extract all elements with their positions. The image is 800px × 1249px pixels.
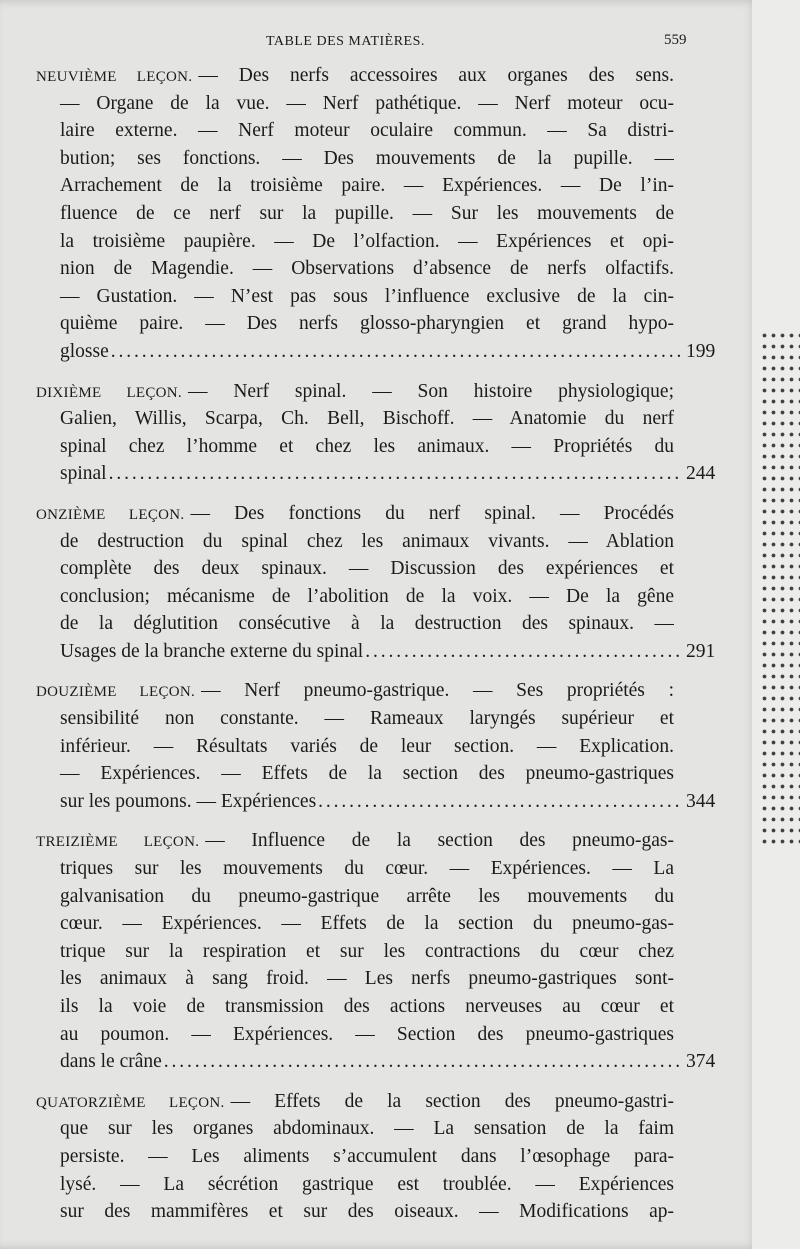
lecon-heading: ONZIÈME LEÇON. bbox=[36, 506, 185, 523]
toc-page-number: 374 bbox=[686, 1051, 716, 1073]
dot-leader bbox=[111, 338, 680, 366]
toc-entry-line bbox=[36, 228, 674, 256]
line-text: cœur. — Expériences. — Effets de la section du pneumo-gas- bbox=[60, 913, 674, 935]
line-text: laire externe. — Nerf moteur oculaire commun. — Sa distri- bbox=[60, 120, 674, 142]
dot-pattern bbox=[760, 330, 800, 850]
line-text: quième paire. — Des nerfs glosso-pharyngien et grand hypo- bbox=[60, 313, 674, 335]
toc-entry-line bbox=[36, 883, 674, 911]
line-text: persiste. — Les aliments s’accumulent dans l’œsophage para- bbox=[60, 1145, 674, 1167]
line-text: nion de Magendie. — Observations d’absence de nerfs olfactifs. bbox=[60, 258, 674, 280]
line-text: les animaux à sang froid. — Les nerfs pneumo-gastriques sont- bbox=[60, 968, 674, 990]
toc-entry bbox=[36, 378, 716, 488]
line-text: dans le crâne bbox=[60, 1051, 162, 1073]
line-text: au poumon. — Expériences. — Section des pneumo-gastriques bbox=[60, 1023, 674, 1045]
toc-entry-line bbox=[36, 938, 674, 966]
toc-entry-line bbox=[36, 200, 674, 228]
toc-entry bbox=[36, 827, 716, 1075]
toc-page-number: 344 bbox=[686, 790, 716, 812]
line-text: inférieur. — Résultats variés de leur section. — Explication. bbox=[60, 735, 674, 757]
toc-entry-line bbox=[36, 733, 674, 761]
toc-entry-final-line bbox=[36, 1048, 722, 1076]
line-text: — Nerf spinal. — Son histoire physiologique; bbox=[187, 380, 674, 402]
toc-entry-line bbox=[36, 433, 674, 461]
line-text: fluence de ce nerf sur la pupille. — Sur les mouvements de bbox=[60, 202, 674, 224]
toc-entry-line bbox=[36, 1198, 674, 1226]
toc-entry-line bbox=[36, 255, 674, 283]
line-text: triques sur les mouvements du cœur. — Expériences. — La bbox=[60, 858, 674, 880]
toc-entry-line bbox=[36, 677, 674, 705]
line-text: trique sur la respiration et sur les contractions du cœur chez bbox=[60, 940, 674, 962]
running-title: TABLE DES MATIÈRES. bbox=[266, 34, 425, 49]
line-text: — Effets de la section des pneumo-gastri- bbox=[230, 1090, 674, 1112]
lecon-heading: TREIZIÈME LEÇON. bbox=[36, 834, 200, 851]
line-text: galvanisation du pneumo-gastrique arrête les mouvements du bbox=[60, 885, 674, 907]
toc-entry-line bbox=[36, 528, 674, 556]
line-text: Galien, Willis, Scarpa, Ch. Bell, Bischoff. — Anatomie du nerf bbox=[60, 408, 674, 430]
toc-entry-line bbox=[36, 1171, 674, 1199]
line-text: la troisième paupière. — De l’olfaction. — Expériences et opi- bbox=[60, 230, 674, 252]
line-text: conclusion; mécanisme de l’abolition de la voix. — De la gêne bbox=[60, 585, 674, 607]
toc-entry-line bbox=[36, 1115, 674, 1143]
toc-entry-line bbox=[36, 90, 674, 118]
toc-entry-line bbox=[36, 910, 674, 938]
toc-entry-line bbox=[36, 610, 674, 638]
toc-entry-line bbox=[36, 1143, 674, 1171]
toc-entry-line bbox=[36, 583, 674, 611]
line-text: sur des mammifères et sur des oiseaux. — Modifications ap- bbox=[60, 1201, 674, 1223]
line-text: — Expériences. — Effets de la section des pneumo-gastriques bbox=[60, 763, 674, 785]
toc-entry-line bbox=[36, 965, 674, 993]
lecon-heading: NEUVIÈME LEÇON. bbox=[36, 69, 193, 85]
line-text: — Gustation. — N’est pas sous l’influence exclusive de la cin- bbox=[60, 285, 674, 307]
toc-entry-line bbox=[36, 405, 674, 433]
line-text: Arrachement de la troisième paire. — Expériences. — De l’in- bbox=[60, 175, 674, 197]
dot-leader bbox=[318, 788, 680, 816]
line-text: — Nerf pneumo-gastrique. — Ses propriétés : bbox=[201, 680, 674, 702]
toc-entry-line bbox=[36, 283, 674, 311]
line-text: sur les poumons. — Expériences bbox=[60, 790, 317, 812]
toc-entry-line bbox=[36, 855, 674, 883]
line-text: spinal chez l’homme et chez les animaux. — Propriétés du bbox=[60, 435, 674, 457]
line-text: Usages de la branche externe du spinal bbox=[60, 640, 364, 662]
line-text: que sur les organes abdominaux. — La sensation de la faim bbox=[60, 1118, 674, 1140]
toc-entry bbox=[36, 500, 716, 666]
line-text: spinal bbox=[60, 463, 107, 485]
dot-leader bbox=[365, 638, 680, 666]
toc-entry-line bbox=[36, 827, 674, 855]
lecon-heading: DIXIÈME LEÇON. bbox=[36, 384, 182, 401]
toc-entry-line bbox=[36, 500, 674, 528]
toc-entry bbox=[36, 1088, 698, 1226]
lecon-heading: DOUZIÈME LEÇON. bbox=[36, 684, 196, 701]
toc-entry-line bbox=[36, 172, 674, 200]
line-text: — Organe de la vue. — Nerf pathétique. — Nerf moteur ocu- bbox=[60, 92, 674, 114]
line-text: bution; ses fonctions. — Des mouvements de la pupille. — bbox=[60, 147, 674, 169]
toc-entry-final-line bbox=[36, 460, 722, 488]
toc-entry-line bbox=[36, 760, 674, 788]
line-text: — Des fonctions du nerf spinal. — Procédés bbox=[190, 502, 674, 524]
line-text: de destruction du spinal chez les animaux vivants. — Ablation bbox=[60, 530, 674, 552]
toc-entry-final-line bbox=[36, 338, 722, 366]
page-number: 559 bbox=[664, 32, 687, 48]
toc-page-number: 291 bbox=[686, 640, 716, 662]
line-text: — Des nerfs accessoires aux organes des sens. bbox=[198, 65, 674, 86]
toc-page-number: 244 bbox=[686, 463, 716, 485]
table-of-contents bbox=[36, 62, 716, 1238]
toc-entry-line bbox=[36, 310, 674, 338]
line-text: de la déglutition consécutive à la destruction des spinaux. — bbox=[60, 613, 674, 635]
dot-leader bbox=[164, 1048, 680, 1076]
toc-entry-final-line bbox=[36, 788, 722, 816]
line-text: lysé. — La sécrétion gastrique est troublée. — Expériences bbox=[60, 1173, 674, 1195]
toc-entry-final-line bbox=[36, 638, 722, 666]
lecon-heading: QUATORZIÈME LEÇON. bbox=[36, 1094, 225, 1111]
toc-entry-line bbox=[36, 62, 674, 90]
line-text: complète des deux spinaux. — Discussion des expériences et bbox=[60, 558, 674, 580]
toc-entry-line bbox=[36, 1021, 674, 1049]
running-head bbox=[0, 32, 760, 56]
toc-entry bbox=[36, 62, 716, 366]
toc-entry-line bbox=[36, 555, 674, 583]
toc-entry-line bbox=[36, 378, 674, 406]
line-text: — Influence de la section des pneumo-gas- bbox=[205, 830, 674, 852]
line-text: glosse bbox=[60, 340, 109, 362]
line-text: ils la voie de transmission des actions nerveuses au cœur et bbox=[60, 996, 674, 1017]
dot-leader bbox=[109, 460, 680, 488]
toc-entry bbox=[36, 677, 716, 815]
toc-entry-line bbox=[36, 145, 674, 173]
toc-entry-line bbox=[36, 705, 674, 733]
line-text: sensibilité non constante. — Rameaux laryngés supérieur et bbox=[60, 708, 674, 730]
toc-entry-line bbox=[36, 993, 674, 1021]
toc-page-number: 199 bbox=[686, 340, 716, 362]
toc-entry-line bbox=[36, 117, 674, 145]
toc-entry-line bbox=[36, 1088, 674, 1116]
